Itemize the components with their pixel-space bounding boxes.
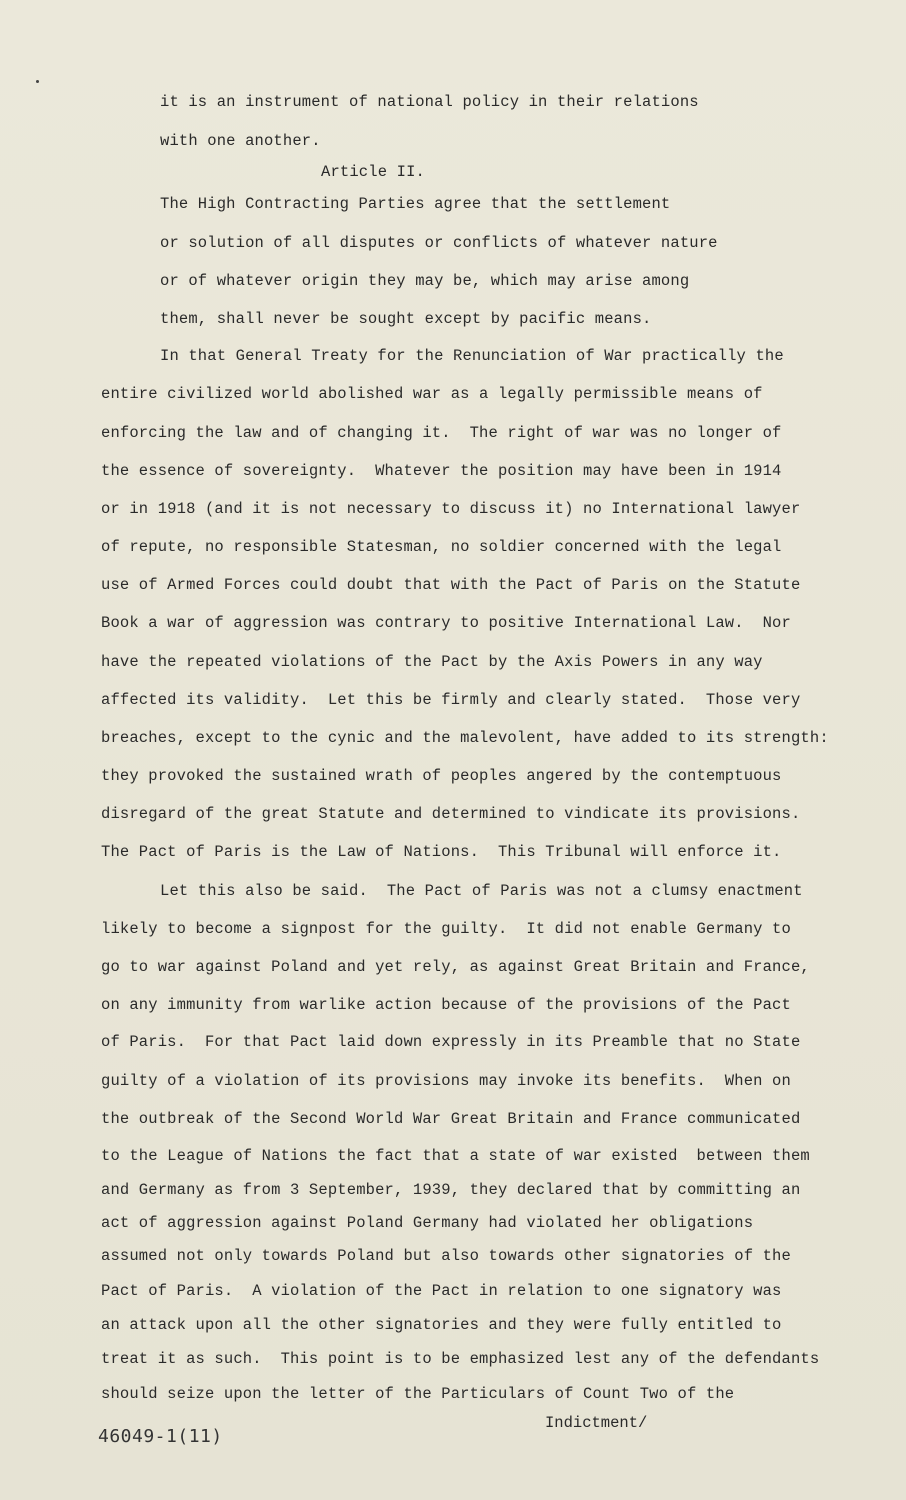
text-line: enforcing the law and of changing it. The right of war was no longer of bbox=[101, 424, 782, 442]
document-code: 46049-1(11) bbox=[98, 1426, 223, 1447]
text-line: Pact of Paris. A violation of the Pact in relation to one signatory was bbox=[101, 1282, 782, 1300]
text-line: an attack upon all the other signatories and they were fully entitled to bbox=[101, 1316, 782, 1334]
text-line: assumed not only towards Poland but also towards other signatories of the bbox=[101, 1247, 791, 1265]
continuation-catchword: Indictment/ bbox=[545, 1414, 648, 1432]
text-line: disregard of the great Statute and determined to vindicate its provisions. bbox=[101, 805, 801, 823]
text-line: breaches, except to the cynic and the malevolent, have added to its strength: bbox=[101, 729, 829, 747]
text-line: treat it as such. This point is to be emphasized lest any of the defendants bbox=[101, 1350, 820, 1368]
text-line: or solution of all disputes or conflicts of whatever nature bbox=[160, 234, 718, 252]
text-line: Book a war of aggression was contrary to positive International Law. Nor bbox=[101, 614, 791, 632]
text-line: or in 1918 (and it is not necessary to discuss it) no International lawyer bbox=[101, 500, 801, 518]
text-line: The Pact of Paris is the Law of Nations. This Tribunal will enforce it. bbox=[101, 843, 782, 861]
text-line: likely to become a signpost for the guilty. It did not enable Germany to bbox=[101, 920, 791, 938]
text-line: guilty of a violation of its provisions may invoke its benefits. When on bbox=[101, 1072, 791, 1090]
article-heading: Article II. bbox=[321, 163, 425, 181]
text-line: act of aggression against Poland Germany had violated her obligations bbox=[101, 1214, 754, 1232]
text-line: the outbreak of the Second World War Great Britain and France communicated bbox=[101, 1110, 801, 1128]
text-line: to the League of Nations the fact that a state of war existed between them bbox=[101, 1147, 810, 1165]
text-line: The High Contracting Parties agree that the settlement bbox=[160, 195, 671, 213]
text-line: they provoked the sustained wrath of peoples angered by the contemptuous bbox=[101, 767, 782, 785]
text-line: have the repeated violations of the Pact by the Axis Powers in any way bbox=[101, 653, 763, 671]
text-line: Let this also be said. The Pact of Paris was not a clumsy enactment bbox=[160, 882, 803, 900]
text-line: with one another. bbox=[160, 132, 321, 150]
page-speck bbox=[36, 80, 39, 83]
text-line: the essence of sovereignty. Whatever the position may have been in 1914 bbox=[101, 462, 782, 480]
text-line: go to war against Poland and yet rely, as against Great Britain and France, bbox=[101, 958, 810, 976]
text-line: In that General Treaty for the Renunciation of War practically the bbox=[160, 347, 784, 365]
text-line: use of Armed Forces could doubt that with the Pact of Paris on the Statute bbox=[101, 576, 801, 594]
text-line: and Germany as from 3 September, 1939, they declared that by committing an bbox=[101, 1181, 801, 1199]
text-line: on any immunity from warlike action because of the provisions of the Pact bbox=[101, 996, 791, 1014]
text-line: them, shall never be sought except by pacific means. bbox=[160, 310, 652, 328]
text-line: it is an instrument of national policy in their relations bbox=[160, 93, 699, 111]
text-line: of repute, no responsible Statesman, no soldier concerned with the legal bbox=[101, 538, 782, 556]
text-line: entire civilized world abolished war as a legally permissible means of bbox=[101, 385, 763, 403]
text-line: or of whatever origin they may be, which may arise among bbox=[160, 272, 690, 290]
text-line: of Paris. For that Pact laid down expressly in its Preamble that no State bbox=[101, 1033, 801, 1051]
text-line: should seize upon the letter of the Particulars of Count Two of the bbox=[101, 1385, 735, 1403]
text-line: affected its validity. Let this be firmly and clearly stated. Those very bbox=[101, 691, 801, 709]
